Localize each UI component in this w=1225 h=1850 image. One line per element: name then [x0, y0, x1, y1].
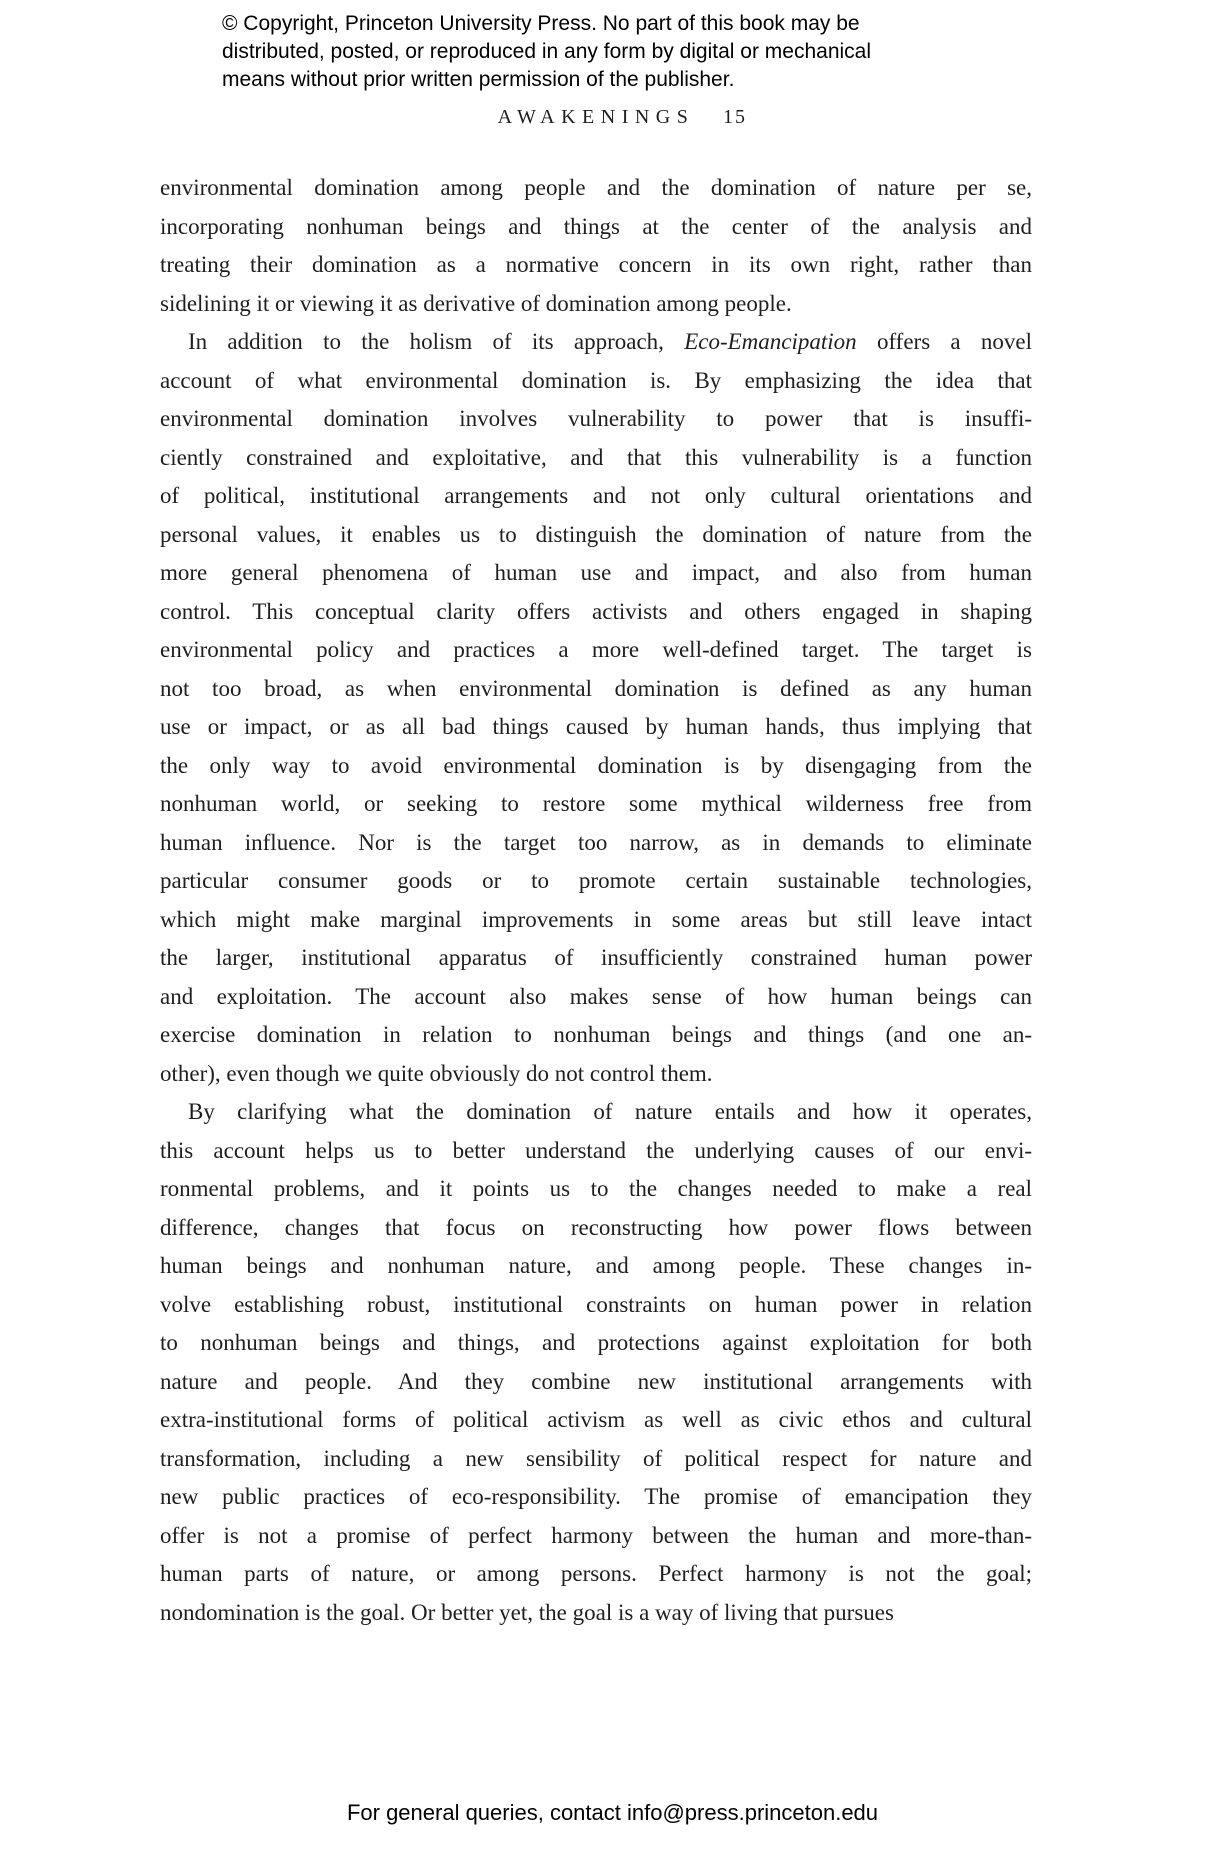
text-line: In addition to the holism of its approach, Eco-Emancipation offers a novel — [188, 329, 1032, 354]
copyright-line: © Copyright, Princeton University Press. No part of this book may be — [222, 12, 860, 35]
text-line: new public practices of eco-responsibility. The promise of emancipation they — [160, 1484, 1032, 1509]
text-line: control. This conceptual clarity offers activists and others engaged in shaping — [160, 598, 1032, 624]
text-line: other), even though we quite obviously do not control them. — [160, 1060, 713, 1086]
text-line: to nonhuman beings and things, and protections against exploitation for both — [160, 1330, 1032, 1355]
text-line: environmental domination involves vulnerability to power that is insuffi- — [160, 406, 1032, 431]
text-line: nondomination is the goal. Or better yet, the goal is a way of living that pursues — [160, 1599, 894, 1625]
text-line: environmental policy and practices a more well-defined target. The target is — [160, 637, 1032, 662]
text-line: sidelining it or viewing it as derivative of domination among people. — [160, 290, 792, 316]
paragraph — [160, 1093, 1032, 1632]
text-line: volve establishing robust, institutional constraints on human power in relation — [160, 1291, 1032, 1317]
text-line: environmental domination among people and the domination of nature per se, — [160, 175, 1032, 200]
text-line: incorporating nonhuman beings and things at the center of the analysis and — [160, 213, 1032, 239]
copyright-notice — [222, 10, 871, 94]
text-line: nature and people. And they combine new institutional arrangements with — [160, 1368, 1032, 1394]
text-line: and exploitation. The account also makes sense of how human beings can — [160, 983, 1032, 1009]
text-line: more general phenomena of human use and impact, and also from human — [160, 560, 1032, 585]
text-line: which might make marginal improvements in some areas but still leave intact — [160, 906, 1032, 932]
text-line: use or impact, or as all bad things caused by human hands, thus implying that — [160, 714, 1032, 739]
paragraph — [160, 169, 1032, 323]
text-line: particular consumer goods or to promote certain sustainable technologies, — [160, 868, 1032, 893]
italic-title: Eco-Emancipation — [684, 329, 857, 354]
text-line: ronmental problems, and it points us to the changes needed to make a real — [160, 1176, 1032, 1201]
text-line: difference, changes that focus on reconstructing how power flows between — [160, 1214, 1032, 1240]
running-head — [160, 106, 1032, 129]
text-line: By clarifying what the domination of nature entails and how it operates, — [188, 1099, 1032, 1124]
chapter-title: AWAKENINGS — [497, 106, 695, 128]
text-line: treating their domination as a normative concern in its own right, rather than — [160, 252, 1032, 277]
text-line: exercise domination in relation to nonhuman beings and things (and one an- — [160, 1022, 1032, 1047]
text-line: personal values, it enables us to distinguish the domination of nature from the — [160, 521, 1032, 547]
text-line: extra-institutional forms of political activism as well as civic ethos and cultural — [160, 1407, 1032, 1432]
text-line: offer is not a promise of perfect harmony between the human and more-than- — [160, 1522, 1032, 1548]
text-line: human influence. Nor is the target too narrow, as in demands to eliminate — [160, 829, 1032, 855]
text-line: transformation, including a new sensibility of political respect for nature and — [160, 1445, 1032, 1471]
text-line: the larger, institutional apparatus of insufficiently constrained human power — [160, 945, 1032, 970]
text-line: nonhuman world, or seeking to restore some mythical wilderness free from — [160, 791, 1032, 816]
page-body — [160, 169, 1032, 1632]
footer-contact: For general queries, contact info@press.princeton.edu — [346, 1800, 879, 1825]
text-line: of political, institutional arrangements and not only cultural orientations and — [160, 483, 1032, 508]
paragraph — [160, 323, 1032, 1093]
text-line: human beings and nonhuman nature, and among people. These changes in- — [160, 1253, 1032, 1278]
text-line: this account helps us to better understand the underlying causes of our envi- — [160, 1137, 1032, 1163]
text-line: the only way to avoid environmental domination is by disengaging from the — [160, 752, 1032, 778]
page-number: 15 — [723, 106, 747, 128]
text-line: human parts of nature, or among persons. Perfect harmony is not the goal; — [160, 1561, 1032, 1586]
text-line: not too broad, as when environmental domination is defined as any human — [160, 675, 1032, 701]
text-line: ciently constrained and exploitative, and that this vulnerability is a function — [160, 444, 1032, 470]
copyright-line: means without prior written permission of the publisher. — [222, 68, 735, 91]
text-line: account of what environmental domination is. By emphasizing the idea that — [160, 367, 1032, 393]
copyright-line: distributed, posted, or reproduced in any form by digital or mechanical — [222, 40, 872, 63]
